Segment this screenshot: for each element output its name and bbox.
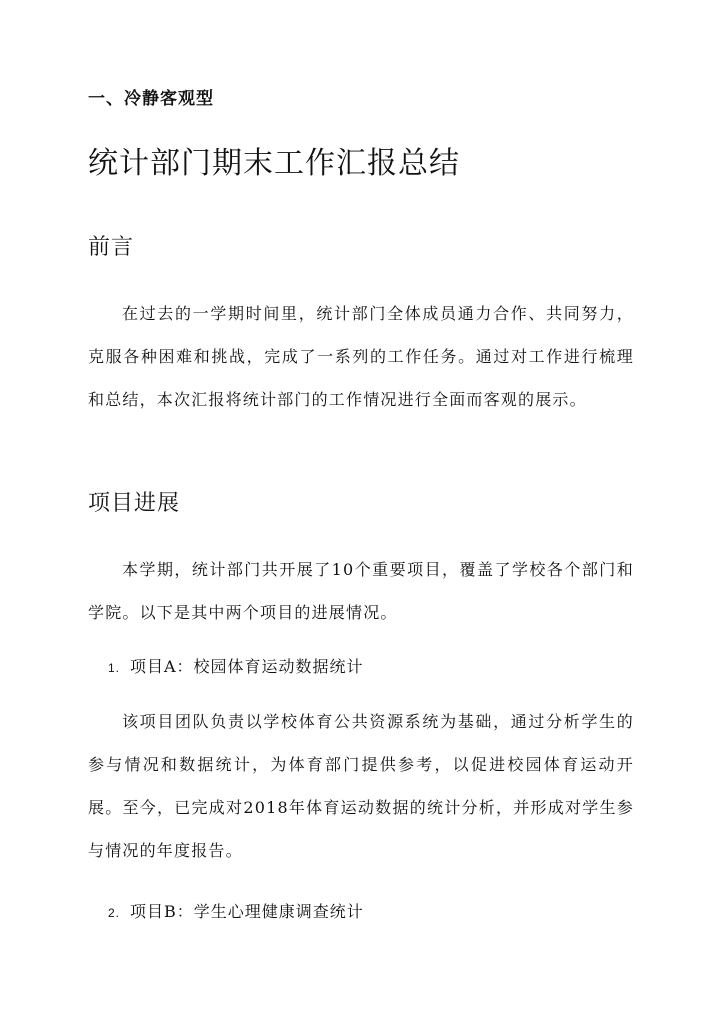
list-item-label: 项目A：校园体育运动数据统计	[130, 657, 364, 676]
list-number: 1.	[108, 661, 121, 675]
section-heading-intro: 前言	[88, 235, 135, 260]
list-item-project-a	[108, 655, 364, 680]
progress-paragraph: 本学期，统计部门共开展了10个重要项目，覆盖了学校各个部门和学院。以下是其中两个项目的进展情况。	[88, 560, 634, 622]
project-a-paragraph: 该项目团队负责以学校体育公共资源系统为基础，通过分析学生的参与情况和数据统计，为体育部门提供参考，以促进校园体育运动开展。至今，已完成对2018年体育运动数据的统计分析，并形成对学生参与情况的年度报告。	[88, 712, 634, 860]
section-heading-progress: 项目进展	[88, 491, 181, 516]
intro-paragraph: 在过去的一学期时间里，统计部门全体成员通力合作、共同努力，克服各种困难和挑战，完成了一系列的工作任务。通过对工作进行梳理和总结，本次汇报将统计部门的工作情况进行全面而客观的展示。	[88, 304, 634, 409]
list-item-label: 项目B：学生心理健康调查统计	[130, 902, 364, 921]
style-label: 一、冷静客观型	[88, 89, 214, 109]
list-number: 2.	[108, 906, 121, 920]
list-item-project-b	[108, 900, 364, 925]
document-title: 统计部门期末工作汇报总结	[88, 146, 460, 181]
